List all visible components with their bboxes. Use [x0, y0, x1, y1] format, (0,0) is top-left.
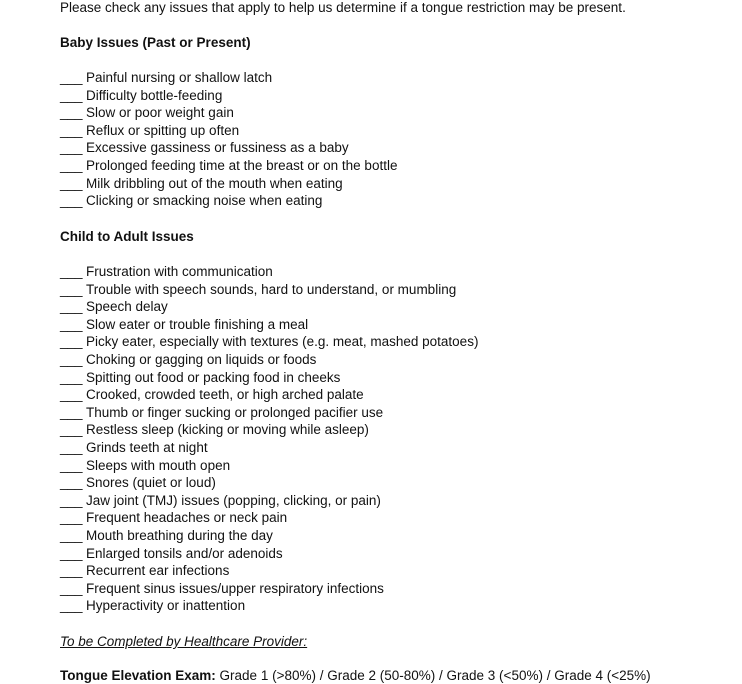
- check-blank[interactable]: ___: [60, 492, 83, 508]
- adult-item: [60, 527, 273, 544]
- baby-item-label: Painful nursing or shallow latch: [86, 70, 273, 85]
- baby-item: [60, 69, 272, 86]
- baby-item-label: Prolonged feeding time at the breast or on the bottle: [86, 158, 398, 173]
- check-blank[interactable]: ___: [60, 528, 83, 543]
- adult-item-label: Snores (quiet or loud): [86, 475, 216, 491]
- exam-label: Tongue Elevation Exam:: [60, 668, 216, 683]
- adult-item: [60, 421, 369, 438]
- adult-item: [60, 369, 340, 386]
- check-blank[interactable]: ___: [60, 193, 83, 209]
- adult-item: [60, 333, 478, 350]
- check-blank[interactable]: ___: [60, 563, 83, 579]
- check-blank[interactable]: ___: [60, 369, 83, 385]
- baby-item-label: Reflux or spitting up often: [86, 122, 240, 138]
- check-blank[interactable]: ___: [60, 580, 83, 596]
- adult-item: [60, 316, 308, 333]
- adult-item: [60, 351, 316, 368]
- baby-item-label: Excessive gassiness or fussiness as a baby: [86, 140, 349, 156]
- check-blank[interactable]: ___: [60, 404, 83, 420]
- check-blank[interactable]: ___: [60, 70, 83, 85]
- adult-item-label: Slow eater or trouble finishing a meal: [86, 316, 309, 332]
- baby-item-label: Milk dribbling out of the mouth when eating: [86, 175, 343, 191]
- baby-item-label: Clicking or smacking noise when eating: [86, 193, 323, 209]
- adult-item-label: Restless sleep (kicking or moving while asleep): [86, 422, 369, 438]
- adult-item: [60, 386, 364, 403]
- exam-grades: Grade 1 (>80%) / Grade 2 (50-80%) / Grade 3 (<50%) / Grade 4 (<25%): [219, 668, 651, 683]
- check-blank[interactable]: ___: [60, 105, 83, 121]
- adult-item: [60, 474, 216, 491]
- check-blank[interactable]: ___: [60, 545, 83, 561]
- adult-item: [60, 281, 456, 298]
- adult-item-label: Thumb or finger sucking or prolonged pacifier use: [86, 404, 384, 420]
- check-blank[interactable]: ___: [60, 316, 83, 332]
- baby-item: [60, 87, 222, 104]
- check-blank[interactable]: ___: [60, 87, 83, 103]
- adult-item-label: Speech delay: [86, 299, 168, 315]
- adult-item: [60, 492, 381, 509]
- adult-item: [60, 263, 273, 280]
- check-blank[interactable]: ___: [60, 475, 83, 491]
- baby-item: [60, 139, 349, 156]
- check-blank[interactable]: ___: [60, 440, 83, 455]
- adult-item: [60, 545, 283, 562]
- check-blank[interactable]: ___: [60, 264, 83, 279]
- adult-item-label: Sleeps with mouth open: [86, 457, 231, 473]
- adult-item-label: Recurrent ear infections: [86, 563, 230, 579]
- adult-item-label: Crooked, crowded teeth, or high arched palate: [86, 387, 364, 403]
- adult-item-label: Frustration with communication: [86, 264, 273, 279]
- baby-section-heading: Baby Issues (Past or Present): [60, 35, 251, 50]
- adult-item-label: Jaw joint (TMJ) issues (popping, clicking, or pain): [86, 492, 381, 508]
- adult-item-label: Enlarged tonsils and/or adenoids: [86, 545, 283, 561]
- baby-item-label: Difficulty bottle-feeding: [86, 87, 223, 103]
- check-blank[interactable]: ___: [60, 299, 83, 315]
- adult-item: [60, 562, 229, 579]
- adult-section-heading: Child to Adult Issues: [60, 229, 194, 244]
- adult-item-label: Trouble with speech sounds, hard to understand, or mumbling: [86, 281, 457, 297]
- adult-item: [60, 580, 384, 597]
- check-blank[interactable]: ___: [60, 598, 83, 614]
- check-blank[interactable]: ___: [60, 510, 83, 526]
- tongue-elevation-exam-row: [60, 667, 651, 684]
- check-blank[interactable]: ___: [60, 457, 83, 473]
- adult-item: [60, 509, 287, 526]
- check-blank[interactable]: ___: [60, 281, 83, 297]
- baby-item-label: Slow or poor weight gain: [86, 105, 234, 121]
- adult-item: [60, 457, 230, 474]
- baby-item: [60, 122, 239, 139]
- check-blank[interactable]: ___: [60, 422, 83, 438]
- adult-item: [60, 597, 245, 614]
- baby-item: [60, 104, 234, 121]
- adult-item-label: Frequent headaches or neck pain: [86, 510, 288, 526]
- check-blank[interactable]: ___: [60, 334, 83, 350]
- check-blank[interactable]: ___: [60, 122, 83, 138]
- check-blank[interactable]: ___: [60, 352, 83, 367]
- baby-item: [60, 175, 343, 192]
- adult-item: [60, 404, 383, 421]
- check-blank[interactable]: ___: [60, 387, 83, 403]
- check-blank[interactable]: ___: [60, 158, 83, 173]
- adult-item-label: Grinds teeth at night: [86, 440, 208, 455]
- adult-item-label: Hyperactivity or inattention: [86, 598, 246, 614]
- adult-item-label: Mouth breathing during the day: [86, 528, 273, 543]
- adult-item-label: Picky eater, especially with textures (e.g. meat, mashed potatoes): [86, 334, 479, 350]
- baby-item: [60, 192, 322, 209]
- adult-item-label: Frequent sinus issues/upper respiratory infections: [86, 580, 384, 596]
- check-blank[interactable]: ___: [60, 140, 83, 156]
- adult-item-label: Choking or gagging on liquids or foods: [86, 352, 317, 367]
- adult-item: [60, 439, 208, 456]
- provider-section-heading: To be Completed by Healthcare Provider:: [60, 634, 308, 649]
- check-blank[interactable]: ___: [60, 175, 83, 191]
- baby-item: [60, 157, 397, 174]
- adult-item-label: Spitting out food or packing food in cheeks: [86, 369, 341, 385]
- adult-item: [60, 298, 168, 315]
- intro-text: Please check any issues that apply to help us determine if a tongue restriction may be present.: [60, 0, 626, 15]
